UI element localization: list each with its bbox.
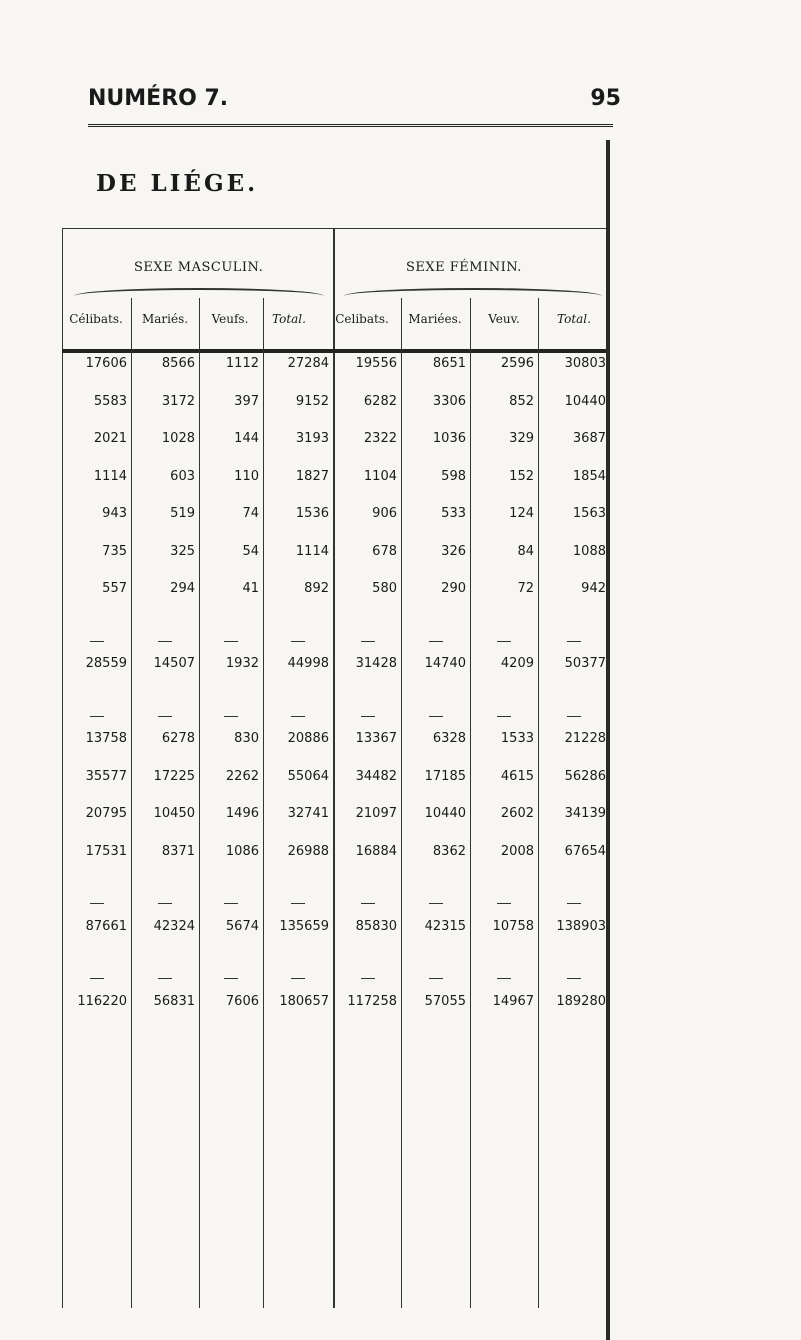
- separator-dash: [429, 903, 443, 904]
- table-cell: 85830: [355, 918, 397, 934]
- running-head: [88, 86, 621, 116]
- separator-dash: [224, 903, 238, 904]
- table-cell: 1036: [432, 431, 466, 446]
- table-cell: 8362: [432, 843, 466, 859]
- table-cell: 397: [234, 393, 259, 409]
- table-cell: 1533: [500, 731, 534, 746]
- table-cell: 10450: [153, 806, 195, 821]
- separator-dash: [429, 978, 443, 979]
- table-cell: 580: [372, 581, 397, 596]
- table-cell: 598: [441, 468, 466, 484]
- table-cell: 56831: [153, 993, 195, 1009]
- table-cell: 2021: [93, 431, 127, 446]
- table-cell: 1104: [363, 468, 397, 484]
- table-cell: 9152: [295, 393, 329, 409]
- table-cell: 735: [102, 543, 127, 559]
- separator-dash: [361, 716, 375, 717]
- separator-dash: [497, 978, 511, 979]
- table-cell: 1114: [93, 468, 127, 484]
- column-header: Célibats.: [69, 312, 123, 326]
- separator-dash: [497, 716, 511, 717]
- male-brace: [74, 288, 324, 296]
- column-header: Celibats.: [335, 312, 389, 326]
- table-cell: 2262: [225, 768, 259, 784]
- column-rule: [199, 298, 200, 1308]
- table-cell: 14740: [424, 656, 466, 671]
- table-cell: 32741: [287, 806, 329, 821]
- table-cell: 1086: [225, 843, 259, 859]
- table-cell: 84: [517, 543, 534, 559]
- table-cell: 87661: [85, 918, 127, 934]
- table-cell: 4615: [500, 768, 534, 784]
- separator-dash: [429, 641, 443, 642]
- table-cell: 1028: [161, 431, 195, 446]
- table-cell: 13367: [355, 731, 397, 746]
- female-brace: [344, 288, 602, 296]
- table-cell: 138903: [556, 918, 606, 934]
- table-cell: 34482: [355, 768, 397, 784]
- table-cell: 2602: [500, 806, 534, 821]
- separator-dash: [567, 978, 581, 979]
- separator-dash: [567, 903, 581, 904]
- table-cell: 31428: [355, 656, 397, 671]
- table-cell: 16884: [355, 843, 397, 859]
- table-cell: 2596: [500, 356, 534, 371]
- column-rule: [131, 298, 132, 1308]
- table-cell: 830: [234, 731, 259, 746]
- separator-dash: [224, 716, 238, 717]
- column-rule: [401, 298, 402, 1308]
- table-cell: 135659: [279, 918, 329, 934]
- separator-dash: [224, 641, 238, 642]
- table-cell: 21097: [355, 806, 397, 821]
- table-top-border: [62, 228, 610, 229]
- table-cell: 50377: [564, 656, 606, 671]
- table-cell: 892: [304, 581, 329, 596]
- table-cell: 10440: [564, 393, 606, 409]
- table-cell: 519: [170, 506, 195, 521]
- table-cell: 5583: [93, 393, 127, 409]
- table-cell: 290: [441, 581, 466, 596]
- column-header: Veufs.: [211, 312, 249, 326]
- table-cell: 8566: [161, 356, 195, 371]
- table-cell: 144: [234, 431, 259, 446]
- table-cell: 10758: [492, 918, 534, 934]
- table-cell: 1536: [295, 506, 329, 521]
- table-cell: 326: [441, 543, 466, 559]
- separator-dash: [291, 978, 305, 979]
- table-cell: 3193: [295, 431, 329, 446]
- separator-dash: [90, 978, 104, 979]
- table-cell: 72: [517, 581, 534, 596]
- separator-dash: [567, 641, 581, 642]
- population-table: [62, 228, 610, 1308]
- table-cell: 42315: [424, 918, 466, 934]
- header-rule: [62, 349, 610, 353]
- table-cell: 56286: [564, 768, 606, 784]
- column-header: Mariées.: [408, 312, 462, 326]
- table-cell: 17185: [424, 768, 466, 784]
- issue-number: NUMÉRO 7.: [88, 86, 229, 111]
- table-cell: 678: [372, 543, 397, 559]
- table-cell: 8371: [161, 843, 195, 859]
- separator-dash: [291, 641, 305, 642]
- table-cell: 17531: [85, 843, 127, 859]
- column-header: Total.: [557, 312, 591, 326]
- table-cell: 17225: [153, 768, 195, 784]
- table-cell: 20886: [287, 731, 329, 746]
- separator-dash: [224, 978, 238, 979]
- separator-dash: [497, 641, 511, 642]
- separator-dash: [291, 903, 305, 904]
- table-cell: 14967: [492, 993, 534, 1009]
- table-cell: 7606: [225, 993, 259, 1009]
- table-cell: 152: [509, 468, 534, 484]
- separator-dash: [158, 716, 172, 717]
- table-cell: 13758: [85, 731, 127, 746]
- table-cell: 6282: [363, 393, 397, 409]
- table-cell: 1563: [572, 506, 606, 521]
- table-cell: 21228: [564, 731, 606, 746]
- table-cell: 74: [242, 506, 259, 521]
- table-cell: 4209: [500, 656, 534, 671]
- table-cell: 34139: [564, 806, 606, 821]
- separator-dash: [291, 716, 305, 717]
- separator-dash: [361, 978, 375, 979]
- top-rule: [88, 124, 613, 127]
- table-cell: 6328: [432, 731, 466, 746]
- table-cell: 28559: [85, 656, 127, 671]
- table-cell: 8651: [432, 356, 466, 371]
- separator-dash: [361, 641, 375, 642]
- group-header-male: SEXE MASCULIN.: [134, 260, 264, 275]
- table-cell: 26988: [287, 843, 329, 859]
- table-cell: 124: [509, 506, 534, 521]
- table-cell: 27284: [287, 356, 329, 371]
- column-rule: [263, 298, 264, 1308]
- table-cell: 603: [170, 468, 195, 484]
- table-cell: 44998: [287, 656, 329, 671]
- table-cell: 17606: [85, 356, 127, 371]
- table-cell: 189280: [556, 993, 606, 1009]
- table-cell: 30803: [564, 356, 606, 371]
- table-cell: 1932: [225, 656, 259, 671]
- table-cell: 20795: [85, 806, 127, 821]
- table-cell: 57055: [424, 993, 466, 1009]
- table-cell: 852: [509, 393, 534, 409]
- separator-dash: [567, 716, 581, 717]
- table-cell: 35577: [85, 768, 127, 784]
- table-cell: 180657: [279, 993, 329, 1009]
- table-cell: 10440: [424, 806, 466, 821]
- table-cell: 329: [509, 431, 534, 446]
- table-cell: 55064: [287, 768, 329, 784]
- separator-dash: [429, 716, 443, 717]
- table-cell: 294: [170, 581, 195, 596]
- table-cell: 6278: [161, 731, 195, 746]
- page-number: 95: [590, 86, 621, 111]
- table-cell: 3172: [161, 393, 195, 409]
- separator-dash: [158, 903, 172, 904]
- separator-dash: [158, 978, 172, 979]
- separator-dash: [90, 903, 104, 904]
- table-cell: 5674: [225, 918, 259, 934]
- table-cell: 1112: [225, 356, 259, 371]
- table-cell: 116220: [77, 993, 127, 1009]
- separator-dash: [158, 641, 172, 642]
- table-cell: 110: [234, 468, 259, 484]
- column-header: Total.: [272, 312, 306, 326]
- table-cell: 1114: [295, 543, 329, 559]
- table-cell: 906: [372, 506, 397, 521]
- table-cell: 3306: [432, 393, 466, 409]
- table-cell: 943: [102, 506, 127, 521]
- table-cell: 942: [581, 581, 606, 596]
- column-rule: [470, 298, 471, 1308]
- separator-dash: [497, 903, 511, 904]
- table-cell: 67654: [564, 843, 606, 859]
- column-header: Veuv.: [488, 312, 520, 326]
- table-cell: 14507: [153, 656, 195, 671]
- separator-dash: [90, 716, 104, 717]
- column-header: Mariés.: [141, 312, 189, 326]
- page-title: DE LIÉGE.: [96, 170, 259, 197]
- table-cell: 1088: [572, 543, 606, 559]
- table-cell: 325: [170, 543, 195, 559]
- table-cell: 533: [441, 506, 466, 521]
- table-cell: 2322: [363, 431, 397, 446]
- separator-dash: [90, 641, 104, 642]
- table-cell: 557: [102, 581, 127, 596]
- table-cell: 1496: [225, 806, 259, 821]
- table-cell: 41: [242, 581, 259, 596]
- table-cell: 1854: [572, 468, 606, 484]
- table-cell: 19556: [355, 356, 397, 371]
- group-header-female: SEXE FÉMININ.: [406, 260, 522, 275]
- separator-dash: [361, 903, 375, 904]
- table-right-border: [606, 140, 610, 1340]
- table-cell: 1827: [295, 468, 329, 484]
- table-cell: 117258: [347, 993, 397, 1009]
- table-cell: 3687: [572, 431, 606, 446]
- column-rule: [538, 298, 539, 1308]
- table-cell: 2008: [500, 843, 534, 859]
- table-cell: 54: [242, 543, 259, 559]
- table-cell: 42324: [153, 918, 195, 934]
